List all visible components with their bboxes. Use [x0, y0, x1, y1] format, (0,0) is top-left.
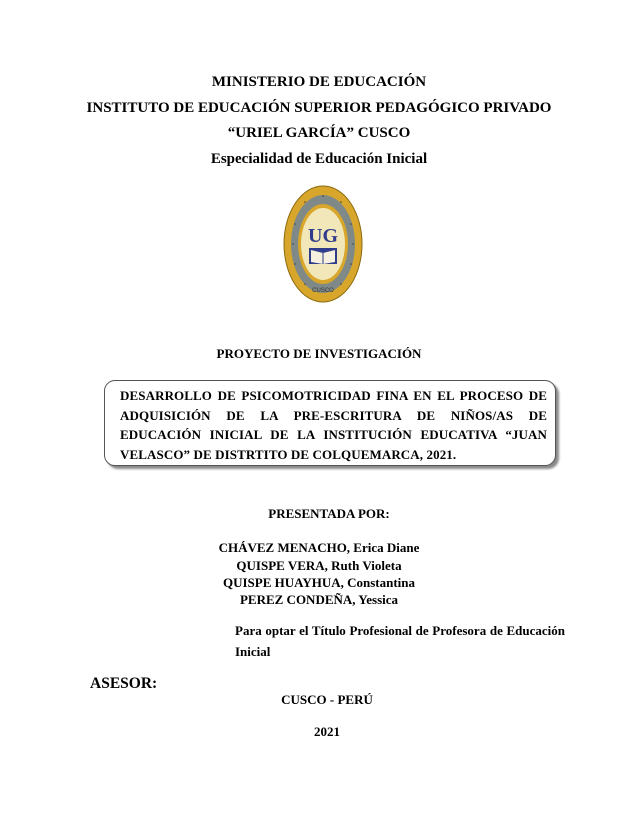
ministry-heading: MINISTERIO DE EDUCACIÓN — [211, 74, 427, 90]
advisor-label: ASESOR: — [90, 675, 158, 692]
institute-heading: INSTITUTO DE EDUCACIÓN SUPERIOR PEDAGÓGICO PRIVADO — [86, 100, 552, 116]
specialty: Especialidad de Educación Inicial — [210, 151, 428, 167]
logo-initials: UG — [308, 225, 338, 247]
project-label: PROYECTO DE INVESTIGACIÓN — [216, 346, 422, 361]
logo-city: CUSCO — [312, 288, 334, 294]
year: 2021 — [314, 724, 340, 739]
location: CUSCO - PERÚ — [281, 692, 373, 707]
institute-name: “URIEL GARCÍA” CUSCO — [227, 125, 411, 141]
presented-by-label: PRESENTADA POR: — [268, 506, 390, 521]
degree-purpose: Para optar el Título Profesional de Profesora de Educación Inicial — [235, 623, 565, 659]
institute-logo-seal — [283, 184, 363, 304]
author-1: CHÁVEZ MENACHO, Erica Diane — [218, 540, 420, 555]
author-2: QUISPE VERA, Ruth Violeta — [236, 558, 402, 573]
author-4: PEREZ CONDEÑA, Yessica — [239, 592, 399, 607]
author-3: QUISPE HUAYHUA, Constantina — [222, 575, 416, 590]
project-title: DESARROLLO DE PSICOMOTRICIDAD FINA EN EL PROCESO DE ADQUISICIÓN DE LA PRE-ESCRITURA DE NIÑOS/AS DE EDUCACIÓN INICIAL DE LA INSTITUCIÓN EDUCATIVA “JUAN VELASCO” DE DISTRTITO DE COLQUEMARCA, 2021. — [120, 388, 547, 462]
